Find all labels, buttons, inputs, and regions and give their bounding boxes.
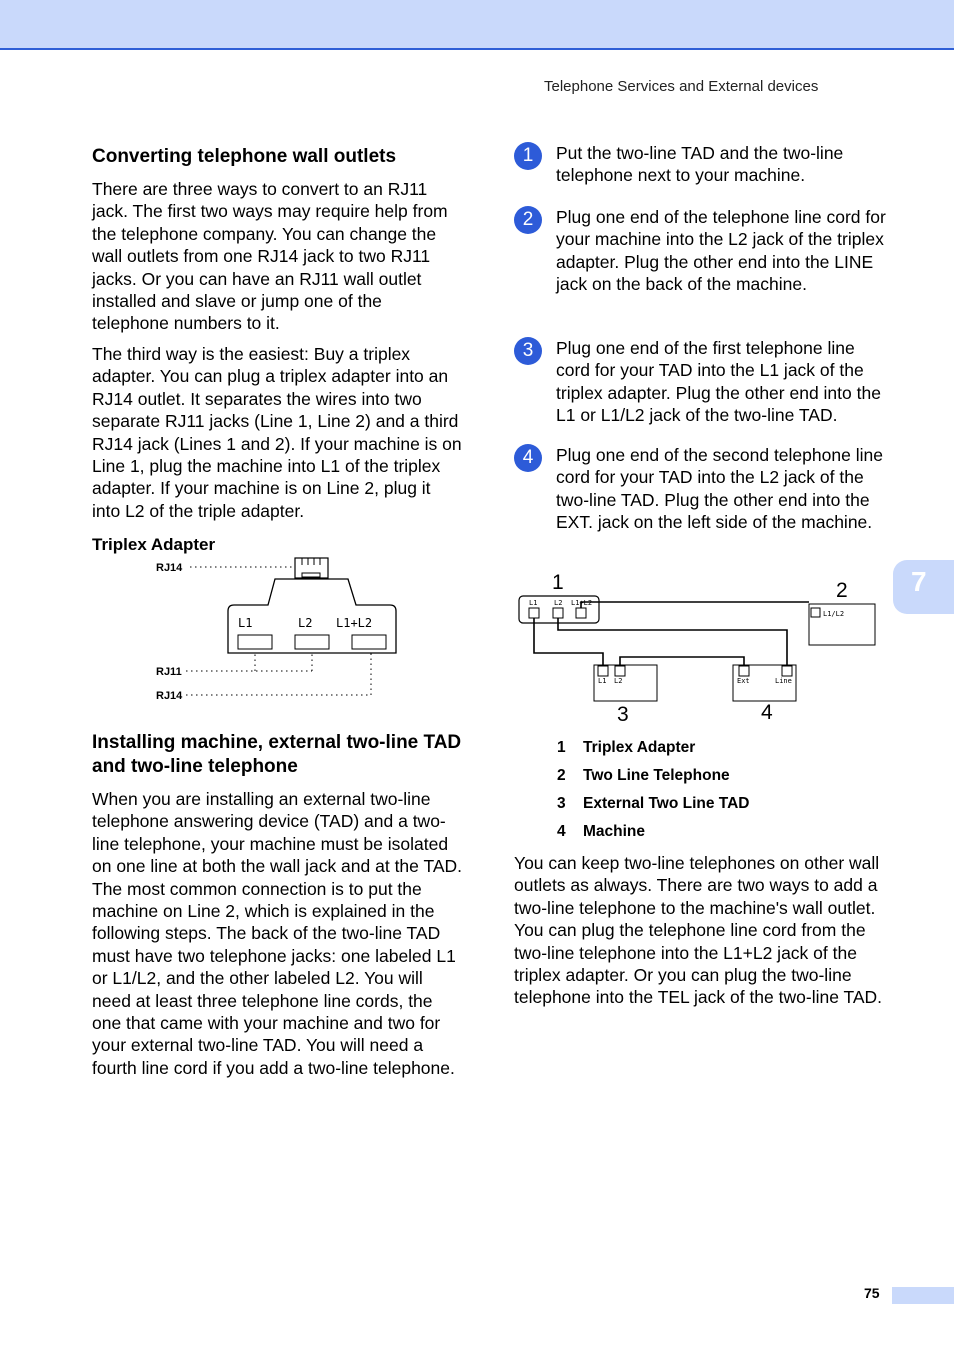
paragraph-two-line-telephones: You can keep two-line telephones on other wall outlets as always. There are two ways to add a two-line telephone to the machine's wall outlet. You can plug the telephone line cord from the two-line telephone into the L1+L2 jack of the triplex adapter. Or you can plug the two-line telephone into the TEL jack of the two-line TAD.	[514, 853, 883, 1008]
step-number-badge: 4	[514, 444, 542, 472]
section-title-converting: Converting telephone wall outlets	[92, 146, 397, 167]
rj14-bottom-label: RJ14	[156, 690, 183, 702]
tad-port-l1	[598, 666, 608, 676]
step-text: Plug one end of the first telephone line cord for your TAD into the L1 jack of the triplex adapter. Plug the other end into the L1 or L1/L2 jack of the two-line TAD.	[556, 338, 881, 426]
adapter-l1-label: L1	[529, 599, 538, 607]
legend-item-2	[557, 767, 730, 785]
paragraph-installing: When you are installing an external two-line telephone answering device (TAD) and a two-line telephone, your machine must be isolated on one line at both the wall jack and at the TAD. The most common connection is to put the machine on Line 2, which is explained in the following steps. The back of the two-line TAD must have two telephone jacks: one labeled L1 or L1/L2, and the other labeled L2. You will need at least three telephone line cords, the one that came with your machine and two for your external two-line TAD. You will need a fourth line cord if you add a two-line telephone.	[92, 789, 463, 1078]
triplex-adapter-label: Triplex Adapter	[92, 535, 216, 554]
port-l1l2	[352, 635, 386, 649]
page-number: 75	[864, 1285, 880, 1301]
chapter-tab	[893, 560, 954, 614]
legend-number: 1	[557, 739, 566, 756]
rj11-label: RJ11	[156, 666, 182, 678]
callout-4: 4	[761, 701, 773, 724]
adapter-port-l1l2	[576, 608, 586, 618]
tad-port-l2	[615, 666, 625, 676]
phone-port	[811, 608, 820, 617]
legend-item-3	[557, 795, 750, 813]
machine-port-ext	[739, 666, 749, 676]
legend-label: Machine	[583, 823, 646, 840]
port-l2	[295, 635, 329, 649]
legend-number: 4	[557, 823, 566, 840]
legend-number: 2	[557, 767, 566, 784]
section-title-installing: Installing machine, external two-line TAD and two-line telephone	[92, 732, 462, 777]
adapter-l1l2-label: L1+L2	[571, 599, 593, 607]
chapter-number: 7	[911, 566, 927, 597]
legend-label: Triplex Adapter	[583, 739, 696, 756]
step-text: Put the two-line TAD and the two-line telephone next to your machine.	[556, 143, 844, 186]
legend-item-4	[557, 823, 645, 841]
legend-label: External Two Line TAD	[583, 795, 750, 812]
step-number-badge: 2	[514, 206, 542, 234]
port-l1	[238, 635, 272, 649]
cord-machine-line-to-adapter-l2	[558, 618, 787, 666]
cord-tad-l1-to-adapter-l1	[534, 618, 603, 666]
step-text: Plug one end of the telephone line cord for your machine into the L2 jack of the triplex adapter. Plug the other end into the LINE jack on the back of the machine.	[556, 207, 886, 295]
adapter-l2-label: L2	[554, 599, 563, 607]
paragraph-converting-2: The third way is the easiest: Buy a triplex adapter. You can plug a triplex adapter into an RJ14 outlet. It separates the wires into two separate RJ11 jacks (Line 1, Line 2) and a third RJ14 jack (Lines 1 and 2). If your machine is on Line 1, plug the machine into L1 of the triplex adapter. If your machine is on Line 2, plug it into L2 of the triple adapter.	[92, 344, 462, 521]
port-l2-label: L2	[298, 616, 313, 630]
machine-ext-label: Ext	[737, 677, 750, 685]
step-text: Plug one end of the second telephone line cord for your TAD into the L2 jack of the two-line TAD. Plug the other end into the EXT. jack on the left side of the machine.	[556, 445, 883, 533]
tad-l1-label: L1	[598, 677, 607, 685]
connection-diagram	[510, 565, 890, 730]
tad-l2-label: L2	[614, 677, 623, 685]
callout-3: 3	[617, 703, 629, 726]
phone-port-label: L1/L2	[823, 610, 845, 618]
top-header-band	[0, 0, 954, 50]
legend-number: 3	[557, 795, 566, 812]
adapter-port-l2	[553, 608, 563, 618]
adapter-port-l1	[529, 608, 539, 618]
cord-phone-to-adapter	[581, 602, 809, 608]
legend-label: Two Line Telephone	[583, 767, 730, 784]
machine-line-label: Line	[775, 677, 792, 685]
legend-item-1	[557, 739, 695, 757]
rj14-top-label: RJ14	[156, 562, 183, 574]
port-l1l2-label: L1+L2	[336, 616, 373, 630]
machine-port-line	[782, 666, 792, 676]
running-header: Telephone Services and External devices	[544, 78, 819, 95]
callout-2: 2	[836, 579, 848, 602]
port-l1-label: L1	[238, 616, 253, 630]
step-number-badge: 3	[514, 337, 542, 365]
triplex-adapter-diagram	[150, 555, 410, 705]
callout-1: 1	[552, 571, 564, 594]
paragraph-converting-1: There are three ways to convert to an RJ11 jack. The first two ways may require help from the telephone company. You can change the wall outlets from one RJ14 jack to two RJ11 jacks. Or you can have an RJ11 wall outlet installed and slave or jump one of the telephone numbers to it.	[92, 179, 448, 334]
page-number-band	[892, 1287, 954, 1304]
step-number-badge: 1	[514, 142, 542, 170]
